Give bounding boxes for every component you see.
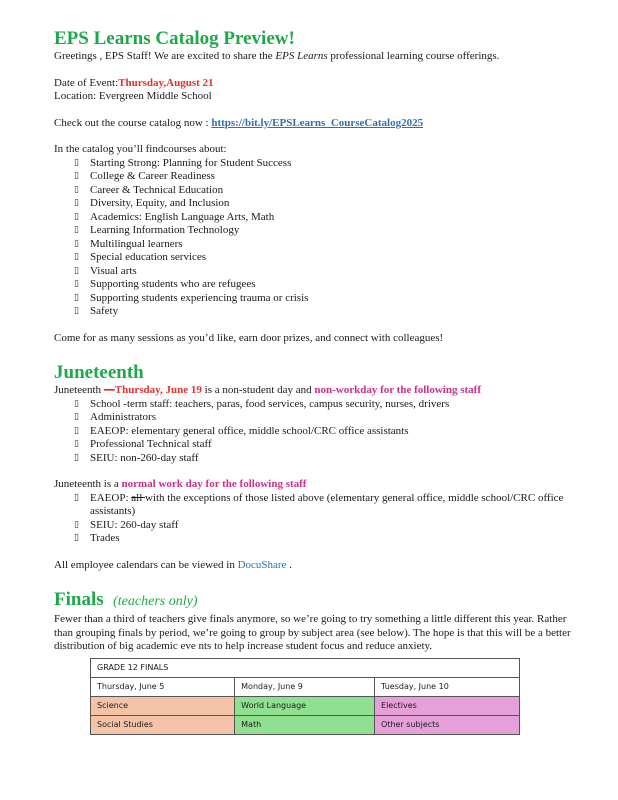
list-item: ▯ Learning Information Technology: [74, 224, 240, 236]
table-row: [91, 715, 520, 734]
list-item: ▯ College & Career Readiness: [74, 170, 215, 182]
catalog-link-line: [54, 117, 574, 131]
table-cell: Other subjects: [375, 715, 520, 734]
work-list: [54, 492, 574, 546]
bullet-icon: ▯: [74, 452, 79, 463]
bullet-icon: ▯: [74, 306, 79, 316]
list-item: ▯ Multilingual learners: [74, 237, 183, 250]
bullet-icon: ▯: [74, 398, 79, 409]
table-header: Thursday, June 5: [91, 677, 235, 696]
list-item: ▯ School -term staff: teachers, paras, food services, campus security, nurses, drivers: [74, 397, 450, 410]
table-header: Tuesday, June 10: [375, 677, 520, 696]
bullet-icon: ▯: [74, 412, 79, 422]
calendar-line: All employee calendars can be viewed in DocuShare .: [54, 558, 292, 571]
table-cell: Math: [235, 715, 375, 734]
finals-title: Finals: [54, 589, 104, 610]
list-item: ▯ SEIU: non-260-day staff: [74, 451, 199, 464]
bullet-icon: ▯: [74, 171, 79, 181]
table-title: GRADE 12 FINALS: [91, 658, 520, 677]
nonwork-list: [54, 398, 574, 466]
bullet-icon: ▯: [74, 533, 79, 543]
table-cell: World Language: [235, 696, 375, 715]
document-page: [54, 0, 574, 735]
check-text: Check out the course catalog now :: [54, 116, 212, 129]
list-item: ▯ Professional Technical staff: [74, 438, 212, 450]
table-row: [91, 696, 520, 715]
bullet-icon: ▯: [74, 292, 79, 303]
juneteenth-line2: Juneteenth is a normal work day for the following staff: [54, 478, 307, 490]
table-header: Monday, June 9: [235, 677, 375, 696]
nonwork-heading: non-workday for the following staff: [314, 384, 481, 396]
strike-dash: —: [103, 384, 115, 396]
finals-heading: [54, 589, 574, 613]
finals-body: Fewer than a third of teachers give finals anymore, so we’re going to try something a little different this year. Rather than grouping finals by period, we’re going to group by subject area (see below). The hope is that this will be a better distribution of big academic eve nts to help increase student focus and reduce anxiety.: [54, 613, 571, 652]
strike-all: all: [131, 491, 145, 504]
finals-subtitle: (teachers only): [113, 594, 198, 609]
list-item: ▯ EAEOP: elementary general office, middle school/CRC office assistants: [74, 424, 409, 437]
list-item: ▯ Career & Technical Education: [74, 183, 224, 196]
table-row: [91, 658, 520, 677]
bullet-icon: ▯: [74, 279, 79, 289]
bullet-icon: ▯: [74, 252, 79, 262]
juneteenth-line1: Juneteenth —Thursday, June 19 is a non-student day and non-workday for the following staff: [54, 384, 481, 396]
juneteenth-date: Thursday, June 19: [114, 384, 205, 396]
bullet-icon: ▯: [74, 425, 79, 436]
date-extra: 1: [208, 76, 214, 89]
bullet-icon: ▯: [74, 492, 79, 503]
table-cell: Science: [91, 696, 235, 715]
bullet-icon: ▯: [74, 184, 79, 195]
list-item: ▯ Safety: [74, 305, 119, 317]
catalog-link[interactable]: https://bit.ly/EPSLearns_CourseCatalog2025: [211, 116, 424, 129]
list-item: ▯ Administrators: [74, 411, 156, 423]
bullet-icon: ▯: [74, 519, 79, 530]
greeting-em: EPS Learns: [275, 50, 328, 62]
catalog-closing: Come for as many sessions as you’d like, earn door prizes, and connect with colleagues!: [54, 331, 444, 344]
list-item: ▯ Diversity, Equity, and Inclusion: [74, 197, 230, 209]
work-heading: normal work day for the following staff: [121, 478, 307, 490]
docushare-link[interactable]: DocuShare: [237, 558, 287, 571]
list-item: ▯ Academics: English Language Arts, Math: [74, 210, 275, 223]
bullet-icon: ▯: [74, 265, 79, 276]
table-cell: Electives: [375, 696, 520, 715]
event-date: [54, 77, 574, 91]
greeting-text-end: professional learning course offerings.: [327, 50, 500, 62]
juneteenth-title: Juneteenth: [54, 362, 144, 383]
bullet-icon: ▯: [74, 198, 79, 208]
bullet-icon: ▯: [74, 238, 79, 249]
list-item: ▯ Special education services: [74, 251, 207, 263]
list-item: ▯ Visual arts: [74, 264, 137, 277]
bullet-icon: ▯: [74, 157, 79, 168]
catalog-list: [54, 157, 574, 319]
bullet-icon: ▯: [74, 211, 79, 222]
date-label: Date of Event:: [54, 76, 119, 89]
list-item: ▯ Supporting students experiencing trauma or crisis: [74, 291, 309, 304]
bullet-icon: ▯: [74, 225, 79, 235]
list-item: ▯ Supporting students who are refugees: [74, 278, 256, 290]
catalog-intro: In the catalog you’ll findcourses about:: [54, 143, 227, 155]
list-item: ▯ Starting Strong: Planning for Student Success: [74, 156, 292, 169]
event-location: Location: Evergreen Middle School: [54, 90, 212, 102]
finals-table: [90, 658, 520, 735]
list-item: ▯ SEIU: 260-day staff: [74, 518, 179, 531]
list-item: ▯ EAEOP: all with the exceptions of those listed above (elementary general office, middle school/CRC office assistants): [74, 491, 564, 517]
date-value: Thursday,August 2: [118, 76, 209, 89]
greeting: [54, 50, 574, 64]
table-cell: Social Studies: [91, 715, 235, 734]
catalog-title: EPS Learns Catalog Preview!: [54, 28, 295, 49]
list-item: ▯ Trades: [74, 532, 120, 544]
table-row: [91, 677, 520, 696]
bullet-icon: ▯: [74, 439, 79, 449]
greeting-text: Greetings , EPS Staff! We are excited to share the: [54, 50, 276, 62]
